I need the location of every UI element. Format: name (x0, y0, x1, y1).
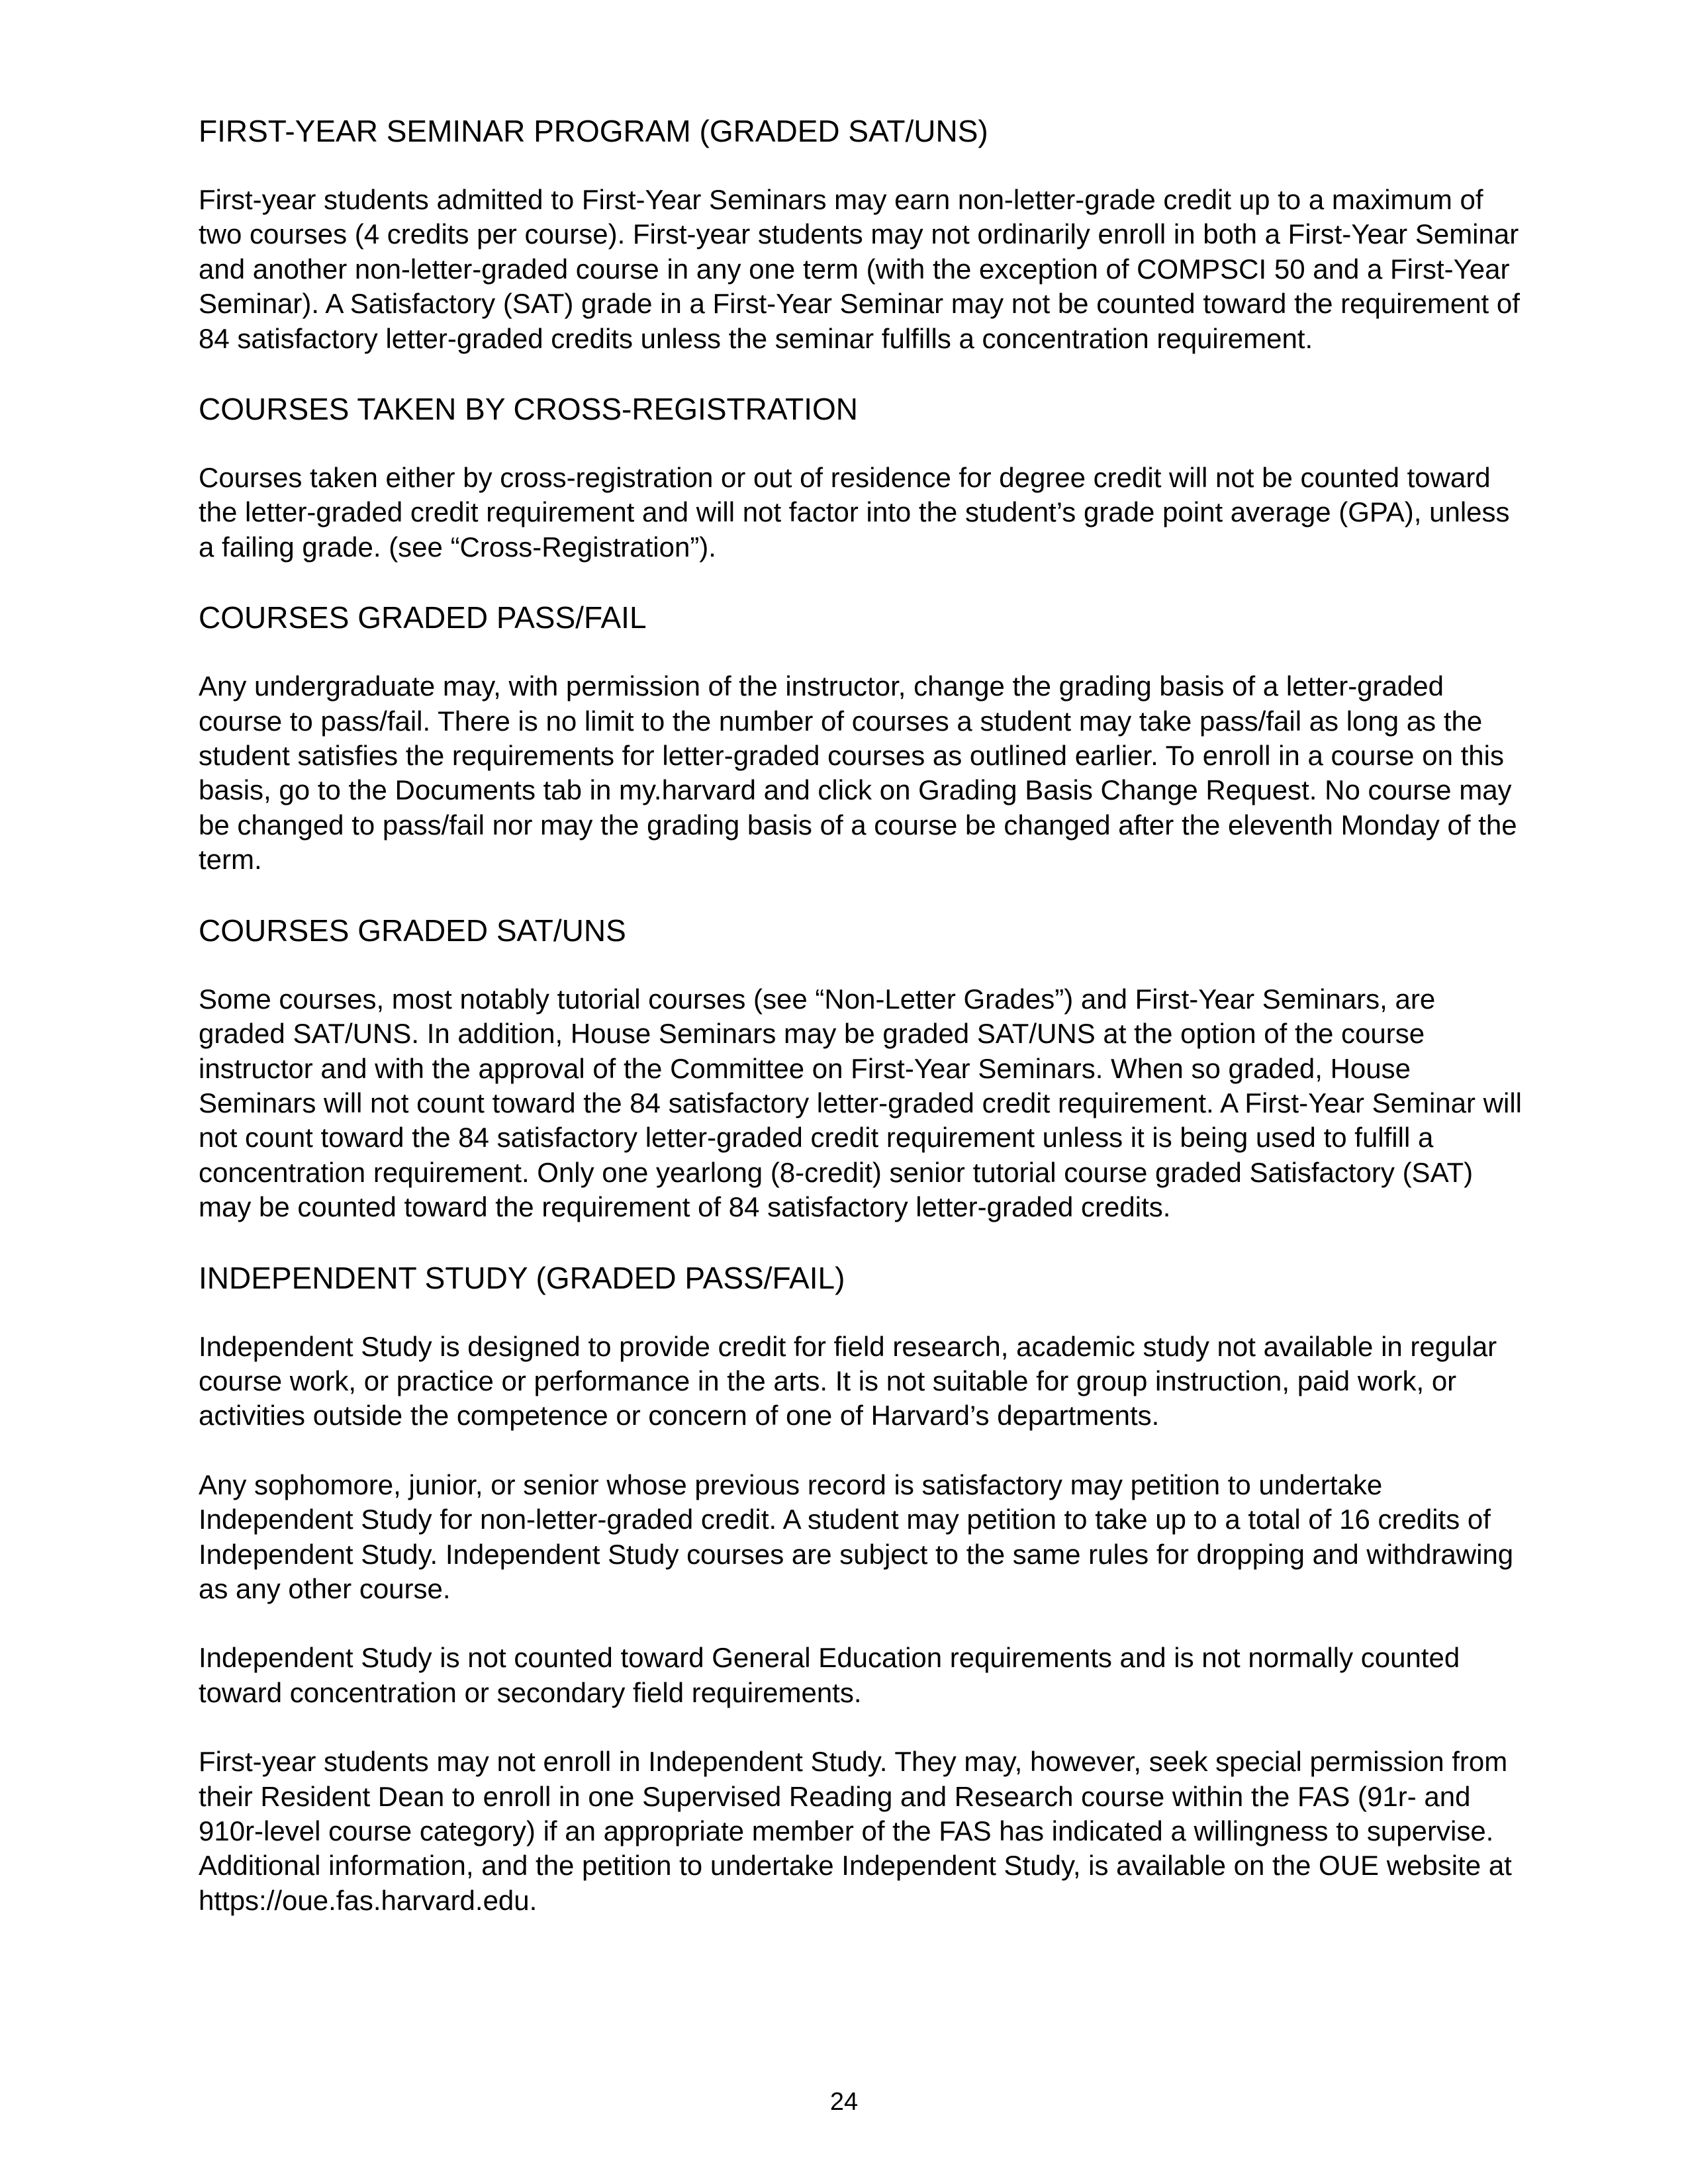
section-independent-study (199, 1259, 1523, 1919)
paragraph: First-year students may not enroll in Independent Study. They may, however, seek special permission from their Resident Dean to enroll in one Supervised Reading and Research course within the FAS (91r- and 910r-level course category) if an appropriate member of the FAS has indicated a willingness to supervise. Additional information, and the petition to undertake Independent Study, is available on the OUE website at https://oue.fas.harvard.edu. (199, 1746, 1512, 1916)
section-first-year-seminar (199, 113, 1523, 356)
paragraph: Any undergraduate may, with permission of the instructor, change the grading basis of a letter-graded course to pass/fail. There is no limit to the number of courses a student may take pass/fail as long as the student satisfies the requirements for letter-graded courses as outlined earlier. To enroll in a course on this basis, go to the Documents tab in my.harvard and click on Grading Basis Change Request. No course may be changed to pass/fail nor may the grading basis of a course be changed after the eleventh Monday of the term. (199, 670, 1517, 876)
section-sat-uns (199, 912, 1523, 1225)
section-heading: COURSES GRADED PASS/FAIL (199, 600, 647, 635)
paragraph: Courses taken either by cross-registration or out of residence for degree credit will not be counted toward the letter-graded credit requirement and will not factor into the student’s grade point average (GPA), unless a failing grade. (see “Cross-Registration”). (199, 462, 1510, 563)
paragraph: Independent Study is designed to provide credit for field research, academic study not available in regular course work, or practice or performance in the arts. It is not suitable for group instruction, paid work, or activities outside the competence or concern of one of Harvard’s departments. (199, 1330, 1497, 1432)
section-cross-registration (199, 390, 1523, 565)
page-number: 24 (829, 2088, 859, 2116)
section-heading: FIRST-YEAR SEMINAR PROGRAM (GRADED SAT/UNS) (199, 114, 988, 148)
document-body (199, 113, 1523, 1952)
paragraph: First-year students admitted to First-Year Seminars may earn non-letter-grade credit up to a maximum of two courses (4 credits per course). First-year students may not ordinarily enroll in both a First-Year Seminar and another non-letter-graded course in any one term (with the exception of COMPSCI 50 and a First-Year Seminar). A Satisfactory (SAT) grade in a First-Year Seminar may not be counted toward the requirement of 84 satisfactory letter-graded credits unless the seminar fulfills a concentration requirement. (199, 184, 1520, 354)
paragraph: Independent Study is not counted toward General Education requirements and is not normally counted toward concentration or secondary field requirements. (199, 1642, 1460, 1708)
paragraph: Any sophomore, junior, or senior whose previous record is satisfactory may petition to undertake Independent Study for non-letter-graded credit. A student may petition to take up to a total of 16 credits of Independent Study. Independent Study courses are subject to the same rules for dropping and withdrawing as any other course. (199, 1469, 1514, 1604)
section-heading: COURSES TAKEN BY CROSS-REGISTRATION (199, 392, 858, 427)
section-pass-fail (199, 599, 1523, 877)
section-heading: COURSES GRADED SAT/UNS (199, 913, 626, 948)
section-heading: INDEPENDENT STUDY (GRADED PASS/FAIL) (199, 1260, 845, 1295)
paragraph: Some courses, most notably tutorial courses (see “Non-Letter Grades”) and First-Year Seminars, are graded SAT/UNS. In addition, House Seminars may be graded SAT/UNS at the option of the course instructor and with the approval of the Committee on First-Year Seminars. When so graded, House Seminars will not count toward the 84 satisfactory letter-graded credit requirement. A First-Year Seminar will not count toward the 84 satisfactory letter-graded credit requirement unless it is being used to fulfill a concentration requirement. Only one yearlong (8-credit) senior tutorial course graded Satisfactory (SAT) may be counted toward the requirement of 84 satisfactory letter-graded credits. (199, 983, 1522, 1223)
